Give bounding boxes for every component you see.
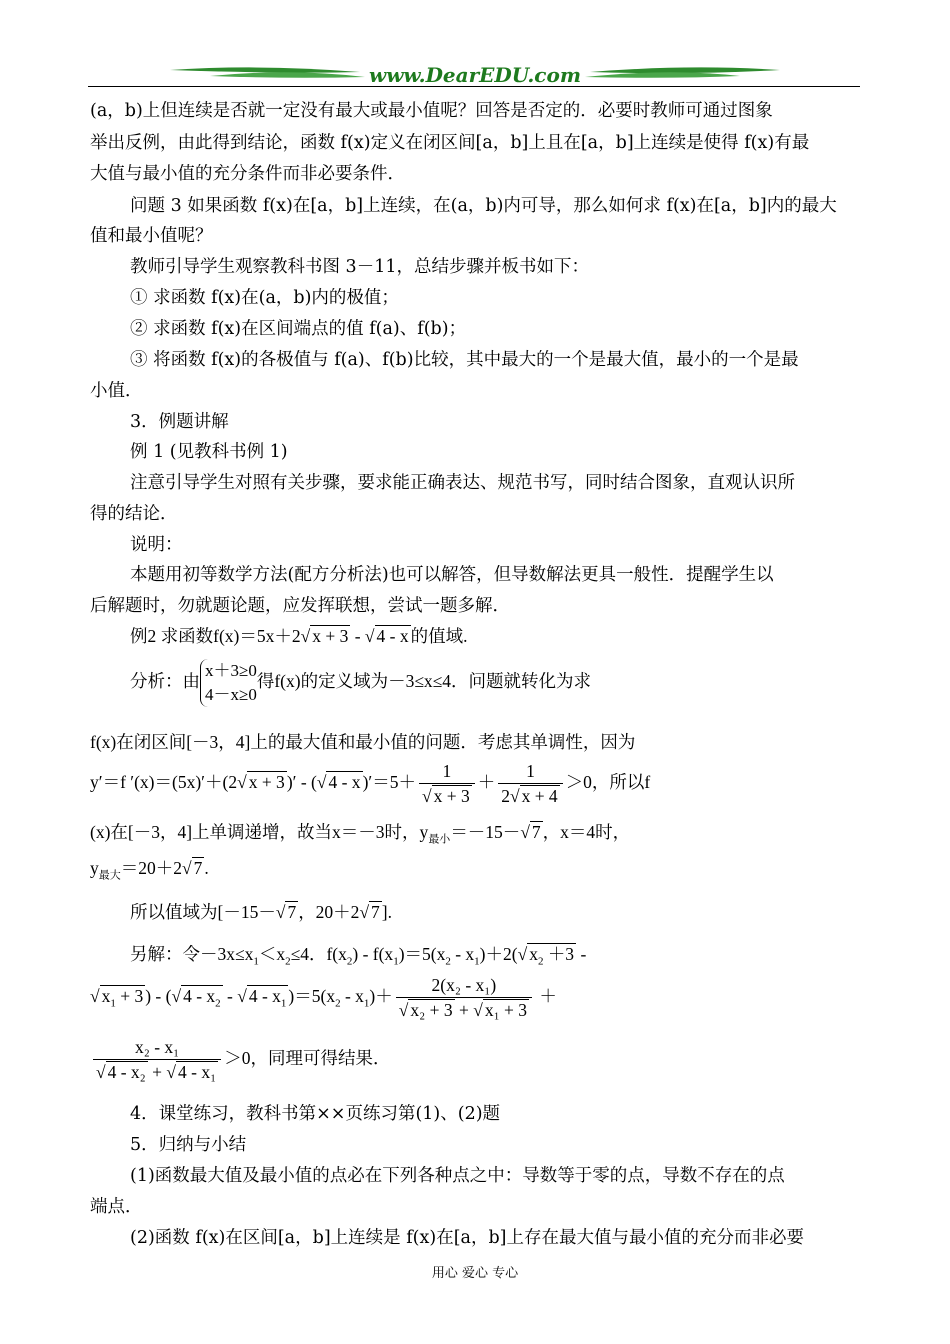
denominator: 2√ x + 4 <box>501 786 558 806</box>
radical: x + 3 <box>433 786 470 806</box>
range-line: 所以值域为[－15－√ 7 ，20＋2√ 7 ]. <box>130 902 392 922</box>
denominator: √ x + 3 <box>421 786 470 806</box>
math-text: ＞0，所以f <box>565 772 651 793</box>
math-text: ＋3 <box>543 944 575 964</box>
text-line: 值和最小值呢？ <box>90 226 213 246</box>
subscript: 2 <box>285 955 291 968</box>
math-text: ＝－15－ <box>450 822 521 842</box>
subscript: 1 <box>110 997 116 1010</box>
math-text: . <box>204 858 209 878</box>
subscript: 1 <box>363 997 370 1010</box>
text-line: 4．课堂练习，教科书第××页练习第(1)、(2)题 <box>130 1104 501 1124</box>
radical: 4 - x <box>328 772 361 793</box>
math-text: ，20＋2 <box>298 902 360 922</box>
left-swoosh-tail <box>210 72 365 78</box>
subscript: 2 <box>346 955 353 968</box>
math-text: ) - f(x <box>352 944 394 964</box>
example-2: 例2 求函数f(x)＝5x＋2√ x + 3 - √ 4 - x 的值域. <box>130 626 468 646</box>
math-text: - x <box>340 986 364 1007</box>
math-text: 所以值域为[－15－ <box>130 902 276 922</box>
math-text: ＜x <box>258 944 286 964</box>
radical: 4 - x₂ <box>107 1062 146 1082</box>
radical: x₂ + 3 <box>410 1000 453 1020</box>
math-text: )＝5(x <box>398 944 446 964</box>
denominator: √ x₂ + 3 + √ x₁ + 3 <box>398 1000 528 1020</box>
text-line: 问题 3 如果函数 f(x)在[a，b]上连续，在(a，b)内可导，那么如何求 f(x)在[a，b]内的最大 <box>130 196 837 216</box>
radical: x₁ + 3 <box>484 1000 528 1020</box>
math-text: + <box>147 1062 167 1082</box>
left-swoosh <box>170 67 360 72</box>
numerator: x₂ - x₁ <box>93 1037 221 1060</box>
math-text: )′ - ( <box>286 772 317 793</box>
max-value-line: $y_{最大}=20+2√$ 7 . <box>90 858 209 882</box>
math-text: y′＝f ′(x)＝(5x)′＋(2 <box>90 772 238 793</box>
subscript: 最大 <box>98 869 121 882</box>
condition-system <box>200 659 257 707</box>
min-value-line: (x)在[－3，4]上单调递增，故当x＝－3时，$y_{最小}=-15-√$ 7 ，x＝4时， <box>90 822 631 846</box>
math-text: 4 - x <box>183 986 216 1007</box>
subscript: 1 <box>474 955 480 968</box>
subscript: 2 <box>215 997 221 1010</box>
text-line: 端点． <box>90 1197 143 1217</box>
alternative-solution: 另解：令$-3x\le x_1<x_2\le 4$．$f(x_2) - f(x_1)=5(x_2 - x_1)+2(√$ $x_2 +3$ - <box>130 944 587 968</box>
math-text: + 3 <box>115 986 144 1007</box>
math-text: 例2 求函数f(x)＝5x＋2 <box>130 626 301 646</box>
text-line: 教师引导学生观察教科书图 3－11，总结步骤并板书如下： <box>130 257 589 277</box>
math-text: 2 <box>501 786 510 806</box>
math-text: - <box>350 626 365 646</box>
math-text: 得f(x)的定义域为－3≤x≤4．问题就转化为求 <box>256 671 592 692</box>
subscript: 1 <box>280 997 287 1010</box>
radical: 4 - x <box>376 626 409 646</box>
text-line: ② 求函数 f(x)在区间端点的值 f(a)、f(b)； <box>130 319 467 339</box>
text-line: ① 求函数 f(x)在(a，b)内的极值； <box>130 288 399 308</box>
math-text: )＋2( <box>479 944 518 964</box>
numerator: 2(x₂ - x₁) <box>396 975 532 998</box>
math-text: x <box>101 986 111 1007</box>
radical: x + 3 <box>312 626 349 646</box>
text-line: 注意引导学生对照有关步骤，要求能正确表达、规范书写，同时结合图象，直观认识所 <box>130 473 795 493</box>
math-text: ＋ <box>477 772 496 793</box>
math-text: ≤4．f(x <box>290 944 347 964</box>
derivative-line: y′＝f ′(x)＝(5x)′＋(2√ x + 3 )′ - (√ 4 - x )′＝5＋ $\frac{1}{√ x + 3}$ ＋ $\frac{1}{2√ x + 4}$ ＞0，所以f <box>90 761 651 806</box>
radical: x + 4 <box>521 786 558 806</box>
right-swoosh-tail <box>585 72 740 78</box>
math-text: (x)在[－3，4]上单调递增，故当x＝－3时，y <box>90 822 429 842</box>
numerator: 1 <box>419 761 475 784</box>
text-line: 得的结论． <box>90 504 178 524</box>
text-line: 大值与最小值的充分条件而非必要条件． <box>90 164 405 184</box>
math-text: ＞0，同理可得结果． <box>224 1048 391 1069</box>
radical: 7 <box>371 902 380 922</box>
math-text: 分析：由 <box>130 671 200 692</box>
math-text: + <box>454 1000 474 1020</box>
math-text: ，x＝4时， <box>542 822 631 842</box>
radical <box>100 985 146 1010</box>
subscript: 2 <box>445 955 451 968</box>
fraction <box>498 761 562 807</box>
radical: 7 <box>287 902 297 922</box>
subscript: 1 <box>253 955 259 968</box>
text-line: 例 1 (见教科书例 1) <box>130 442 288 462</box>
text-line: ③ 将函数 f(x)的各极值与 f(a)、f(b)比较，其中最大的一个是最大值，最小的一个是最 <box>130 350 799 370</box>
text-line: 说明： <box>130 535 183 555</box>
page-footer: 用心 爱心 专心 <box>431 1266 519 1281</box>
analysis-line-2: f(x)在闭区间[－3，4]上的最大值和最小值的问题．考虑其单调性，因为 <box>90 732 636 752</box>
subscript: 最小 <box>428 833 451 846</box>
math-text: )＋ <box>369 986 393 1007</box>
subscript: 2 <box>335 997 341 1010</box>
math-text: )′＝5＋ <box>362 772 416 793</box>
text-line: 本题用初等数学方法(配方分析法)也可以解答，但导数解法更具一般性．提醒学生以 <box>130 565 774 585</box>
alternative-solution-3 <box>90 1037 390 1083</box>
site-name: www.DearEDU.com <box>368 63 582 87</box>
text-line: (1)函数最大值及最小值的点必在下列各种点之中：导数等于零的点，导数不存在的点 <box>130 1166 785 1186</box>
math-text: )＝5(x <box>288 986 336 1007</box>
math-text: y <box>90 858 99 878</box>
radical <box>181 985 223 1010</box>
radical: 7 <box>531 822 541 842</box>
text-line: 后解题时，勿就题论题，应发挥联想，尝试一题多解． <box>90 596 510 616</box>
radical <box>527 943 576 968</box>
denominator: √ 4 - x₂ + √ 4 - x₁ <box>96 1062 217 1082</box>
numerator: 1 <box>498 761 562 784</box>
radical <box>247 985 289 1010</box>
radical: 7 <box>193 858 203 878</box>
text-line: 3．例题讲解 <box>130 412 229 432</box>
subscript: 1 <box>393 955 399 968</box>
math-text: - x <box>450 944 475 964</box>
text-line: (a，b)上但连续是否就一定没有最大或最小值呢？回答是否定的．必要时教师可通过图象 <box>90 101 773 121</box>
text-line: 举出反例，由此得到结论，函数 f(x)定义在闭区间[a，b]上且在[a，b]上连续是使得 f(x)有最 <box>90 133 810 153</box>
fraction <box>93 1037 221 1083</box>
right-swoosh <box>590 67 780 73</box>
fraction <box>419 761 475 807</box>
radical: 4 - x₁ <box>178 1062 217 1082</box>
math-text: ]. <box>381 902 392 922</box>
radical: x + 3 <box>248 772 285 793</box>
text-line: 5．归纳与小结 <box>130 1135 247 1155</box>
math-text: 另解：令－3x≤x <box>130 944 254 964</box>
math-text: 的值域. <box>410 626 468 646</box>
header-rule <box>88 86 860 87</box>
analysis-line <box>130 659 591 707</box>
math-text: x <box>529 944 538 964</box>
math-text: - <box>222 986 238 1007</box>
math-text: - <box>576 944 587 964</box>
subscript: 2 <box>537 955 544 968</box>
condition-2: 4－x≥0 <box>205 685 257 704</box>
fraction <box>396 975 532 1021</box>
text-line: (2)函数 f(x)在区间[a，b]上连续是 f(x)在[a，b]上存在最大值与最小值的充分而非必要 <box>130 1228 804 1248</box>
condition-1: x＋3≥0 <box>205 661 257 680</box>
math-text: ＝20＋2 <box>120 858 182 878</box>
alternative-solution-2: √ $x_1 + 3$ ) - (√ $4 - x_2$ - √ $4 - x_1$ )$=5(x_2 - x_1)+$ $\frac{\text{2(x₂ - x₁)}}{\text{√ x₂ + 3 + √ x₁ + 3}}$ ＋ <box>90 975 557 1020</box>
text-line: 小值． <box>90 381 143 401</box>
math-text: ＋ <box>535 986 557 1007</box>
math-text: ) - ( <box>145 986 172 1007</box>
math-text: 4 - x <box>248 986 281 1007</box>
